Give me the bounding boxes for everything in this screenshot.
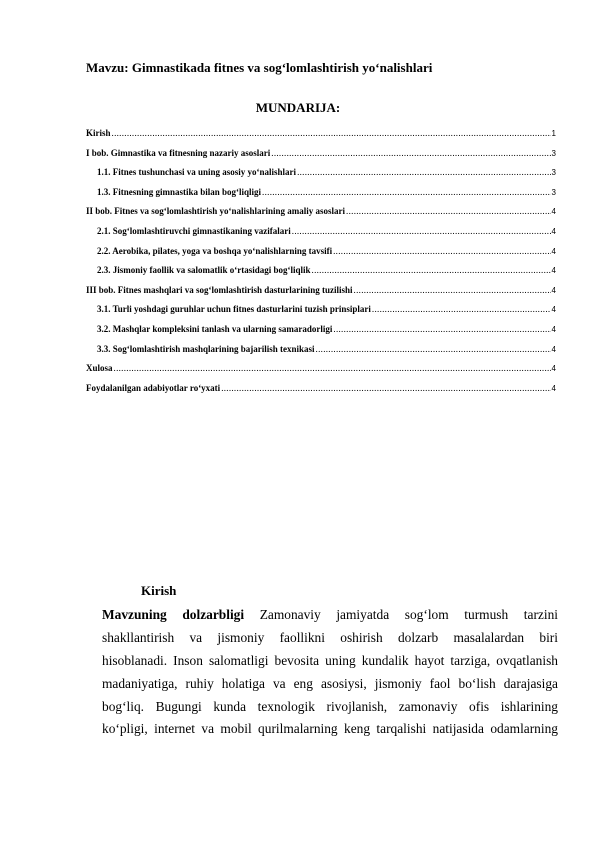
toc-page-number: 4 (551, 364, 556, 374)
toc-page-number: 4 (551, 383, 556, 393)
toc-entry[interactable] (86, 281, 556, 301)
toc-leader-dots (316, 340, 551, 360)
toc-entry-text: III bob. Fitnes mashqlari va sog‘lomlashtirish dasturlarining tuzilishi (86, 284, 353, 295)
toc-page-number: 4 (551, 305, 556, 315)
toc-entry-text: 3.2. Mashqlar kompleksini tanlash va ularning samaradorligi (97, 323, 333, 334)
toc-page-number: 3 (551, 148, 556, 158)
paragraph-line (102, 604, 558, 627)
toc-leader-dots (271, 144, 550, 164)
toc-leader-dots (297, 163, 550, 183)
toc-page-number: 4 (551, 324, 556, 334)
paragraph-line: madaniyatiga, ruhiy holatiga va eng asosiysi, jismoniy faol bo‘lish darajasiga (102, 675, 558, 691)
toc-entry-text: 2.1. Sog‘lomlashtiruvchi gimnastikaning vazifalari (97, 225, 291, 236)
intro-paragraph (102, 604, 558, 741)
toc-entry[interactable] (86, 144, 556, 164)
toc-entry[interactable] (86, 320, 556, 340)
toc-page-number: 1 (551, 129, 556, 138)
toc-page-number: 4 (551, 285, 556, 295)
toc-leader-dots (372, 300, 551, 320)
toc-entry[interactable] (86, 183, 556, 203)
toc-page-number: 4 (551, 246, 556, 256)
toc-entry-text: I bob. Gimnastika va fitnesning nazariy asoslari (86, 147, 271, 158)
toc-leader-dots (333, 320, 550, 340)
toc-entry-text: 3.3. Sog‘lomlashtirish mashqlarining bajarilish texnikasi (97, 343, 315, 354)
toc-entry[interactable] (86, 163, 556, 183)
paragraph-line: hisoblanadi. Inson salomatligi bevosita uning kundalik hayot tarziga, ovqatlanish (102, 652, 558, 668)
toc-leader-dots (112, 124, 551, 144)
toc-entry[interactable] (86, 359, 556, 379)
paragraph-line: shakllantirish va jismoniy faollikni oshirish dolzarb masalalardan biri (102, 629, 558, 645)
toc-entry[interactable] (86, 124, 556, 144)
toc-page-number: 4 (551, 226, 556, 236)
toc-leader-dots (312, 261, 551, 281)
toc-entry-text: Foydalanilgan adabiyotlar ro‘yxati (86, 382, 221, 393)
toc-entry-text: II bob. Fitnes va sog‘lomlashtirish yo‘nalishlarining amaliy asoslari (86, 206, 346, 217)
toc-entry-text: 2.3. Jismoniy faollik va salomatlik o‘rtasidagi bog‘liqlik (97, 265, 311, 276)
toc-leader-dots (292, 222, 551, 242)
lead-phrase: Mavzuning dolzarbligi (102, 607, 245, 622)
toc-entry[interactable] (86, 222, 556, 242)
toc-leader-dots (221, 379, 550, 399)
line-text: Zamonaviy jamiyatda sog‘lom turmush tarzini (244, 607, 558, 622)
toc-leader-dots (114, 359, 551, 379)
toc-leader-dots (354, 281, 551, 301)
toc-entry[interactable] (86, 379, 556, 399)
toc-page-number: 4 (551, 344, 556, 354)
toc-entry[interactable] (86, 340, 556, 360)
toc-entry[interactable] (86, 300, 556, 320)
paragraph-line: ko‘pligi, internet va mobil qurilmalarning keng tarqalishi natijasida odamlarning (102, 721, 558, 737)
toc-entry[interactable] (86, 242, 556, 262)
paragraph-line: bog‘liq. Bugungi kunda texnologik rivojlanish, zamonaviy ofis ishlarining (102, 698, 558, 714)
topic-title: Mavzu: Gimnastikada fitnes va sog‘lomlashtirish yo‘nalishlari (86, 60, 433, 75)
toc-entry-text: 2.2. Aerobika, pilates, yoga va boshqa yo‘nalishlarning tavsifi (97, 245, 333, 256)
section-heading: Kirish (141, 583, 177, 598)
toc-entry[interactable] (86, 261, 556, 281)
toc-page-number: 3 (551, 168, 556, 178)
toc-entry[interactable] (86, 202, 556, 222)
toc-page-number: 3 (551, 187, 556, 197)
toc-entry-text: Xulosa (86, 363, 113, 374)
toc-leader-dots (262, 183, 551, 203)
toc-entry-text: 1.1. Fitnes tushunchasi va uning asosiy yo‘nalishlari (97, 167, 297, 178)
toc-entry-text: 3.1. Turli yoshdagi guruhlar uchun fitnes dasturlarini tuzish prinsiplari (97, 304, 371, 315)
toc-leader-dots (346, 202, 551, 222)
toc-leader-dots (333, 242, 550, 262)
toc-page-number: 4 (551, 266, 556, 276)
toc-title: MUNDARIJA: (255, 100, 341, 115)
toc-entry-text: Kirish (86, 128, 111, 138)
table-of-contents (86, 124, 556, 398)
toc-page-number: 4 (551, 207, 556, 217)
toc-entry-text: 1.3. Fitnesning gimnastika bilan bog‘liqligi (97, 186, 262, 197)
